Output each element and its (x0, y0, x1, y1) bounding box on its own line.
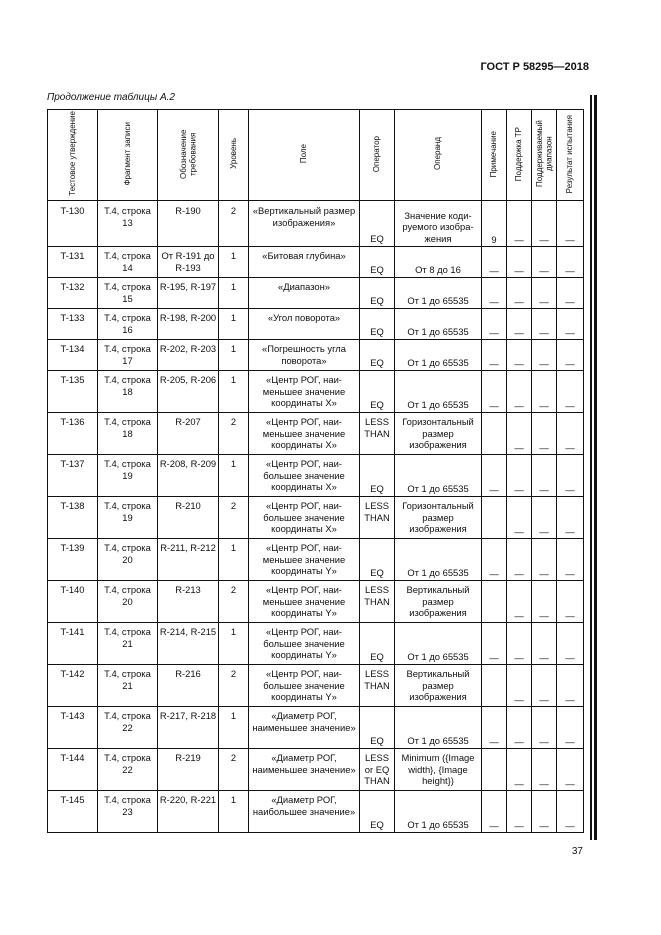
requirement-id-cell: R-214, R-215 (158, 623, 219, 665)
test-assertions-table (47, 109, 584, 833)
operand-cell: От 1 до 65535 (395, 309, 482, 340)
requirement-id-cell: R-216 (158, 665, 219, 707)
test-result-cell: — (557, 665, 584, 707)
tr-support-cell: — (507, 413, 532, 455)
operator-cell: EQ (360, 539, 395, 581)
table-row (48, 309, 584, 340)
requirement-id-cell: R-205, R-206 (158, 371, 219, 413)
record-fragment-cell: Т.4, строка 14 (98, 247, 158, 278)
assertion-id-cell: T-145 (48, 791, 98, 833)
record-fragment-cell: Т.4, строка 19 (98, 455, 158, 497)
table-row (48, 791, 584, 833)
level-cell: 1 (219, 539, 249, 581)
operand-cell: От 1 до 65535 (395, 707, 482, 749)
standard-designation: ГОСТ Р 58295—2018 (480, 61, 589, 73)
record-fragment-cell: Т.4, строка 17 (98, 340, 158, 371)
supported-range-cell: — (532, 247, 557, 278)
test-result-cell: — (557, 455, 584, 497)
col-header-label: Поддержка ТР (514, 126, 524, 181)
field-name-cell: «Центр РОГ, наи- меньшее значение координаты Y» (249, 539, 360, 581)
note-cell: — (482, 791, 507, 833)
note-cell: — (482, 247, 507, 278)
col-header (249, 110, 360, 201)
supported-range-cell: — (532, 371, 557, 413)
level-cell: 1 (219, 247, 249, 278)
note-cell: — (482, 371, 507, 413)
assertion-id-cell: T-139 (48, 539, 98, 581)
requirement-id-cell: R-217, R-218 (158, 707, 219, 749)
requirement-id-cell: От R-191 до R-193 (158, 247, 219, 278)
note-cell: — (482, 539, 507, 581)
requirement-id-cell: R-207 (158, 413, 219, 455)
operand-cell: Значение коди- руемого изобра- жения (395, 201, 482, 247)
note-cell: — (482, 455, 507, 497)
record-fragment-cell: Т.4, строка 22 (98, 749, 158, 791)
test-result-cell: — (557, 581, 584, 623)
col-header (557, 110, 584, 201)
supported-range-cell: — (532, 497, 557, 539)
field-name-cell: «Погрешность угла поворота» (249, 340, 360, 371)
operand-cell: От 1 до 65535 (395, 623, 482, 665)
col-header-label: Обозначение требования (178, 129, 197, 179)
level-cell: 1 (219, 455, 249, 497)
field-name-cell: «Диаметр РОГ, наименьшее значение» (249, 707, 360, 749)
test-result-cell: — (557, 413, 584, 455)
note-cell (482, 497, 507, 539)
table-row (48, 749, 584, 791)
operand-cell: От 1 до 65535 (395, 278, 482, 309)
operand-cell: Горизонтальный размер изображения (395, 497, 482, 539)
tr-support-cell: — (507, 665, 532, 707)
record-fragment-cell: Т.4, строка 18 (98, 371, 158, 413)
assertion-id-cell: T-141 (48, 623, 98, 665)
tr-support-cell: — (507, 309, 532, 340)
note-cell: — (482, 278, 507, 309)
record-fragment-cell: Т.4, строка 19 (98, 497, 158, 539)
note-cell: — (482, 707, 507, 749)
operand-cell: Вертикальный размер изображения (395, 581, 482, 623)
col-header-label: Результат испытания (565, 114, 575, 193)
col-header (158, 110, 219, 201)
level-cell: 2 (219, 497, 249, 539)
assertion-id-cell: T-133 (48, 309, 98, 340)
col-header (395, 110, 482, 201)
record-fragment-cell: Т.4, строка 23 (98, 791, 158, 833)
record-fragment-cell: Т.4, строка 13 (98, 201, 158, 247)
test-result-cell: — (557, 623, 584, 665)
tr-support-cell: — (507, 791, 532, 833)
operator-cell: EQ (360, 309, 395, 340)
record-fragment-cell: Т.4, строка 21 (98, 665, 158, 707)
field-name-cell: «Битовая глубина» (249, 247, 360, 278)
table-row (48, 371, 584, 413)
supported-range-cell: — (532, 309, 557, 340)
operator-cell: EQ (360, 455, 395, 497)
col-header (532, 110, 557, 201)
level-cell: 1 (219, 309, 249, 340)
level-cell: 2 (219, 749, 249, 791)
supported-range-cell: — (532, 749, 557, 791)
field-name-cell: «Центр РОГ, наи- большее значение координаты Y» (249, 665, 360, 707)
note-cell (482, 665, 507, 707)
note-cell: 9 (482, 201, 507, 247)
assertion-id-cell: T-132 (48, 278, 98, 309)
note-cell (482, 413, 507, 455)
tr-support-cell: — (507, 623, 532, 665)
tr-support-cell: — (507, 749, 532, 791)
table-row (48, 278, 584, 309)
requirement-id-cell: R-195, R-197 (158, 278, 219, 309)
operator-cell: EQ (360, 371, 395, 413)
col-header-label: Оператор (372, 135, 382, 172)
level-cell: 2 (219, 581, 249, 623)
requirement-id-cell: R-213 (158, 581, 219, 623)
level-cell: 1 (219, 278, 249, 309)
record-fragment-cell: Т.4, строка 15 (98, 278, 158, 309)
table-row (48, 497, 584, 539)
supported-range-cell: — (532, 340, 557, 371)
field-name-cell: «Диаметр РОГ, наибольшее значение» (249, 791, 360, 833)
tr-support-cell: — (507, 497, 532, 539)
level-cell: 2 (219, 665, 249, 707)
tr-support-cell: — (507, 247, 532, 278)
test-result-cell: — (557, 201, 584, 247)
requirement-id-cell: R-202, R-203 (158, 340, 219, 371)
tr-support-cell: — (507, 201, 532, 247)
supported-range-cell: — (532, 278, 557, 309)
record-fragment-cell: Т.4, строка 21 (98, 623, 158, 665)
tr-support-cell: — (507, 455, 532, 497)
tr-support-cell: — (507, 539, 532, 581)
record-fragment-cell: Т.4, строка 22 (98, 707, 158, 749)
col-header (98, 110, 158, 201)
assertion-id-cell: T-142 (48, 665, 98, 707)
supported-range-cell: — (532, 455, 557, 497)
col-header (482, 110, 507, 201)
col-header-label: Уровень (228, 138, 238, 170)
operand-cell: От 1 до 65535 (395, 791, 482, 833)
field-name-cell: «Вертикальный размер изображения» (249, 201, 360, 247)
col-header-label: Операнд (433, 137, 443, 171)
table-row (48, 623, 584, 665)
requirement-id-cell: R-210 (158, 497, 219, 539)
record-fragment-cell: Т.4, строка 20 (98, 581, 158, 623)
test-result-cell: — (557, 247, 584, 278)
record-fragment-cell: Т.4, строка 16 (98, 309, 158, 340)
page-number: 37 (571, 846, 583, 857)
margin-rule (590, 95, 592, 840)
test-result-cell: — (557, 497, 584, 539)
operand-cell: Minimum ({Image width}, {Image height}) (395, 749, 482, 791)
test-result-cell: — (557, 539, 584, 581)
col-header-label: Поле (299, 144, 309, 164)
supported-range-cell: — (532, 623, 557, 665)
table-row (48, 707, 584, 749)
note-cell: — (482, 623, 507, 665)
supported-range-cell: — (532, 791, 557, 833)
operator-cell: EQ (360, 707, 395, 749)
note-cell (482, 581, 507, 623)
col-header-label: Тестовое утверждение (67, 111, 77, 197)
field-name-cell: «Центр РОГ, наи- большее значение координаты Y» (249, 623, 360, 665)
operator-cell: LESS THAN (360, 497, 395, 539)
record-fragment-cell: Т.4, строка 20 (98, 539, 158, 581)
field-name-cell: «Диапазон» (249, 278, 360, 309)
supported-range-cell: — (532, 581, 557, 623)
field-name-cell: «Центр РОГ, наи- меньшее значение координаты X» (249, 413, 360, 455)
table-row (48, 247, 584, 278)
operand-cell: Горизонтальный размер изображения (395, 413, 482, 455)
field-name-cell: «Угол поворота» (249, 309, 360, 340)
tr-support-cell: — (507, 278, 532, 309)
assertion-id-cell: T-144 (48, 749, 98, 791)
requirement-id-cell: R-219 (158, 749, 219, 791)
level-cell: 1 (219, 707, 249, 749)
table-caption: Продолжение таблицы А.2 (47, 92, 175, 103)
test-result-cell: — (557, 371, 584, 413)
assertion-id-cell: T-140 (48, 581, 98, 623)
table-body (48, 201, 584, 833)
level-cell: 1 (219, 371, 249, 413)
level-cell: 2 (219, 201, 249, 247)
assertion-id-cell: T-136 (48, 413, 98, 455)
table-row (48, 581, 584, 623)
assertion-id-cell: T-131 (48, 247, 98, 278)
requirement-id-cell: R-211, R-212 (158, 539, 219, 581)
operator-cell: EQ (360, 247, 395, 278)
level-cell: 1 (219, 791, 249, 833)
tr-support-cell: — (507, 371, 532, 413)
supported-range-cell: — (532, 539, 557, 581)
col-header-label: Поддерживаемый диапазон (534, 120, 553, 188)
assertion-id-cell: T-138 (48, 497, 98, 539)
note-cell (482, 749, 507, 791)
level-cell: 1 (219, 340, 249, 371)
operator-cell: EQ (360, 201, 395, 247)
table-row (48, 340, 584, 371)
assertion-id-cell: T-130 (48, 201, 98, 247)
supported-range-cell: — (532, 201, 557, 247)
col-header (219, 110, 249, 201)
header-row (48, 110, 584, 201)
operator-cell: EQ (360, 623, 395, 665)
col-header (507, 110, 532, 201)
operator-cell: EQ (360, 340, 395, 371)
col-header-label: Фрагмент записи (122, 121, 132, 186)
tr-support-cell: — (507, 340, 532, 371)
operand-cell: От 1 до 65535 (395, 371, 482, 413)
record-fragment-cell: Т.4, строка 18 (98, 413, 158, 455)
operand-cell: От 1 до 65535 (395, 539, 482, 581)
test-result-cell: — (557, 749, 584, 791)
operator-cell: LESS THAN (360, 665, 395, 707)
tr-support-cell: — (507, 581, 532, 623)
test-result-cell: — (557, 340, 584, 371)
operand-cell: От 8 до 16 (395, 247, 482, 278)
operand-cell: От 1 до 65535 (395, 340, 482, 371)
table-row (48, 201, 584, 247)
assertion-id-cell: T-143 (48, 707, 98, 749)
supported-range-cell: — (532, 413, 557, 455)
col-header (48, 110, 98, 201)
table-row (48, 665, 584, 707)
field-name-cell: «Центр РОГ, наи- меньшее значение координаты Y» (249, 581, 360, 623)
table-row (48, 455, 584, 497)
note-cell: — (482, 309, 507, 340)
operator-cell: EQ (360, 791, 395, 833)
operand-cell: От 1 до 65535 (395, 455, 482, 497)
test-result-cell: — (557, 309, 584, 340)
operator-cell: EQ (360, 278, 395, 309)
tr-support-cell: — (507, 707, 532, 749)
supported-range-cell: — (532, 707, 557, 749)
note-cell: — (482, 340, 507, 371)
level-cell: 1 (219, 623, 249, 665)
assertion-id-cell: T-134 (48, 340, 98, 371)
table-row (48, 539, 584, 581)
operator-cell: LESS THAN (360, 581, 395, 623)
test-result-cell: — (557, 278, 584, 309)
requirement-id-cell: R-220, R-221 (158, 791, 219, 833)
level-cell: 2 (219, 413, 249, 455)
field-name-cell: «Центр РОГ, наи- большее значение координаты X» (249, 455, 360, 497)
requirement-id-cell: R-198, R-200 (158, 309, 219, 340)
assertion-id-cell: T-137 (48, 455, 98, 497)
requirement-id-cell: R-190 (158, 201, 219, 247)
operator-cell: LESS or EQ THAN (360, 749, 395, 791)
field-name-cell: «Диаметр РОГ, наименьшее значение» (249, 749, 360, 791)
field-name-cell: «Центр РОГ, наи- меньшее значение координаты X» (249, 371, 360, 413)
assertion-id-cell: T-135 (48, 371, 98, 413)
col-header (360, 110, 395, 201)
table-row (48, 413, 584, 455)
operator-cell: LESS THAN (360, 413, 395, 455)
test-result-cell: — (557, 791, 584, 833)
field-name-cell: «Центр РОГ, наи- большее значение координаты X» (249, 497, 360, 539)
col-header-label: Примечание (489, 130, 499, 177)
margin-rule-thick (594, 95, 597, 840)
requirement-id-cell: R-208, R-209 (158, 455, 219, 497)
test-result-cell: — (557, 707, 584, 749)
operand-cell: Вертикальный размер изображения (395, 665, 482, 707)
supported-range-cell: — (532, 665, 557, 707)
